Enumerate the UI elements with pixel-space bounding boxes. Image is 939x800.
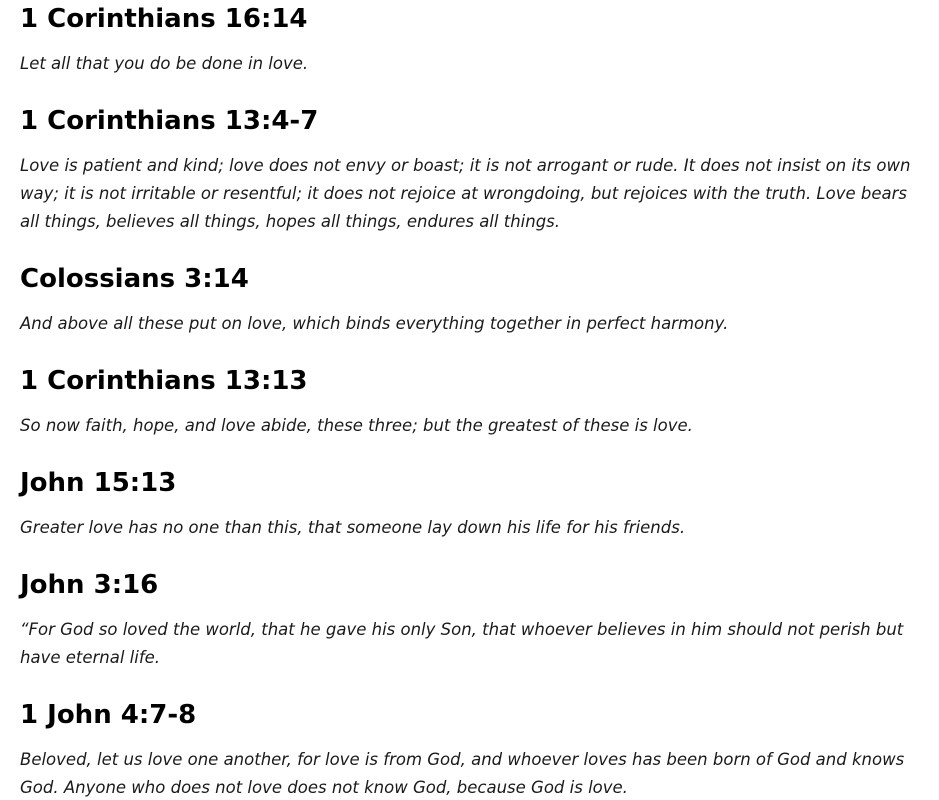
verse-block (20, 466, 920, 542)
verse-block (20, 2, 920, 78)
verse-text: Greater love has no one than this, that someone lay down his life for his friends. (20, 518, 686, 537)
verse-reference: John 15:13 (20, 468, 177, 498)
verse-text: “For God so loved the world, that he gave his only Son, that whoever believes in him should not perish but have eternal life. (20, 620, 904, 667)
verse-reference: 1 Corinthians 16:14 (20, 4, 308, 34)
verse-text: Let all that you do be done in love. (20, 54, 309, 73)
verse-block (20, 104, 920, 236)
verse-reference: Colossians 3:14 (20, 264, 249, 294)
verse-text: And above all these put on love, which binds everything together in perfect harmony. (20, 314, 729, 333)
verse-block (20, 698, 920, 800)
verse-reference: 1 John 4:7-8 (20, 700, 197, 730)
verse-reference: John 3:16 (20, 570, 159, 600)
verse-reference: 1 Corinthians 13:4-7 (20, 106, 319, 136)
verse-text: Love is patient and kind; love does not envy or boast; it is not arrogant or rude. It does not insist on its own way; it is not irritable or resentful; it does not rejoice at wrongdoing, but rejoices with the truth. Love bears all things, believes all things, hopes all things, endures all things. (20, 156, 911, 231)
verse-text: So now faith, hope, and love abide, these three; but the greatest of these is love. (20, 416, 693, 435)
verse-block (20, 364, 920, 440)
verse-block (20, 568, 920, 672)
verse-text: Beloved, let us love one another, for love is from God, and whoever loves has been born of God and knows God. Anyone who does not love does not know God, because God is love. (20, 750, 905, 797)
verse-reference: 1 Corinthians 13:13 (20, 366, 308, 396)
verse-block (20, 262, 920, 338)
